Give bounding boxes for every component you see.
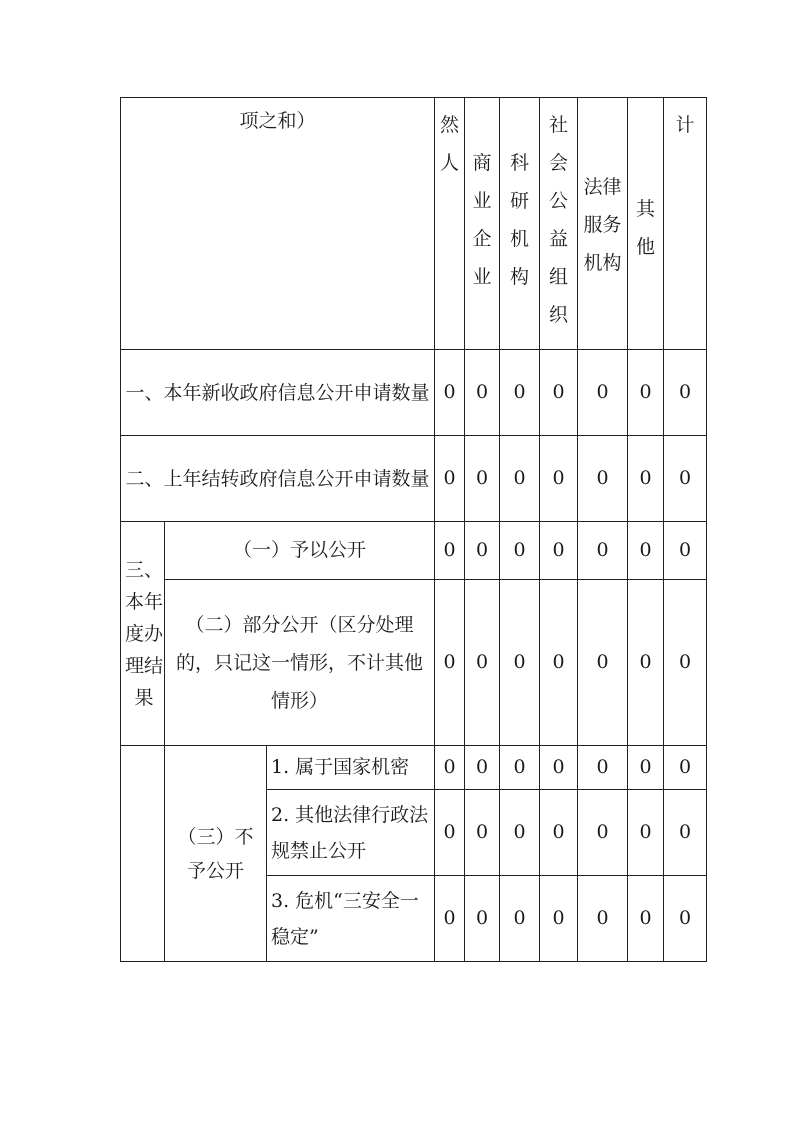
item-header-text: 项之和） xyxy=(239,110,316,132)
cell: 0 xyxy=(540,436,578,522)
cell: 0 xyxy=(664,436,707,522)
cell: 0 xyxy=(435,746,465,790)
cell: 0 xyxy=(540,876,578,962)
row-label-not-public: （三）不予公开 xyxy=(165,746,267,962)
cell: 0 xyxy=(578,876,628,962)
row-label-new-requests: 一、本年新收政府信息公开申请数量 xyxy=(121,350,435,436)
cell: 0 xyxy=(435,350,465,436)
cell: 0 xyxy=(435,790,465,876)
item-header xyxy=(121,98,435,350)
cell: 0 xyxy=(578,436,628,522)
cell: 0 xyxy=(628,790,664,876)
cell: 0 xyxy=(664,350,707,436)
row-new-requests xyxy=(121,350,707,436)
row-state-secret xyxy=(121,746,707,790)
cell: 0 xyxy=(664,522,707,580)
cell: 0 xyxy=(500,876,540,962)
cell: 0 xyxy=(578,350,628,436)
cell: 0 xyxy=(578,790,628,876)
cell: 0 xyxy=(435,522,465,580)
row-public xyxy=(121,522,707,580)
cell: 0 xyxy=(500,790,540,876)
cell: 0 xyxy=(465,746,500,790)
cell: 0 xyxy=(465,350,500,436)
cell: 0 xyxy=(435,580,465,746)
cell: 0 xyxy=(578,580,628,746)
row-group-label-results: 三、本年度办理结果 xyxy=(121,522,165,746)
cell: 0 xyxy=(628,522,664,580)
row-partial xyxy=(121,580,707,746)
cell: 0 xyxy=(578,522,628,580)
cell: 0 xyxy=(540,580,578,746)
row-label-public: （一）予以公开 xyxy=(165,522,435,580)
cell: 0 xyxy=(664,876,707,962)
cell: 0 xyxy=(628,350,664,436)
cell: 0 xyxy=(664,580,707,746)
row-label-carry-over: 二、上年结转政府信息公开申请数量 xyxy=(121,436,435,522)
row-label-partial: （二）部分公开（区分处理的，只记这一情形，不计其他情形） xyxy=(165,580,435,746)
cell: 0 xyxy=(664,790,707,876)
row-group-spacer xyxy=(121,746,165,962)
cell: 0 xyxy=(628,580,664,746)
col-header-research-institution: 科研机构 xyxy=(500,98,540,350)
cell: 0 xyxy=(628,436,664,522)
cell: 0 xyxy=(500,580,540,746)
cell: 0 xyxy=(465,522,500,580)
cell: 0 xyxy=(500,436,540,522)
cell: 0 xyxy=(540,522,578,580)
cell: 0 xyxy=(465,580,500,746)
cell: 0 xyxy=(500,522,540,580)
cell: 0 xyxy=(628,876,664,962)
cell: 0 xyxy=(578,746,628,790)
cell: 0 xyxy=(500,350,540,436)
cell: 0 xyxy=(435,436,465,522)
cell: 0 xyxy=(465,876,500,962)
cell: 0 xyxy=(465,790,500,876)
cell: 0 xyxy=(628,746,664,790)
statistics-table xyxy=(120,97,707,962)
cell: 0 xyxy=(500,746,540,790)
row-label-three-safety: 3. 危机“三安全一稳定” xyxy=(267,876,435,962)
statistics-table-container xyxy=(120,97,706,961)
cell: 0 xyxy=(540,350,578,436)
col-header-commercial-enterprise: 商业企业 xyxy=(465,98,500,350)
row-carry-over xyxy=(121,436,707,522)
cell: 0 xyxy=(540,790,578,876)
col-header-natural-person: 然人 xyxy=(435,98,465,350)
col-header-other: 其他 xyxy=(628,98,664,350)
row-label-law-prohibited: 2. 其他法律行政法规禁止公开 xyxy=(267,790,435,876)
cell: 0 xyxy=(465,436,500,522)
cell: 0 xyxy=(664,746,707,790)
col-header-social-org: 社会公益组织 xyxy=(540,98,578,350)
cell: 0 xyxy=(540,746,578,790)
header-row xyxy=(121,98,707,350)
row-label-state-secret: 1. 属于国家机密 xyxy=(267,746,435,790)
col-header-total: 计 xyxy=(664,98,707,350)
cell: 0 xyxy=(435,876,465,962)
col-header-legal-service: 法律服务机构 xyxy=(578,98,628,350)
